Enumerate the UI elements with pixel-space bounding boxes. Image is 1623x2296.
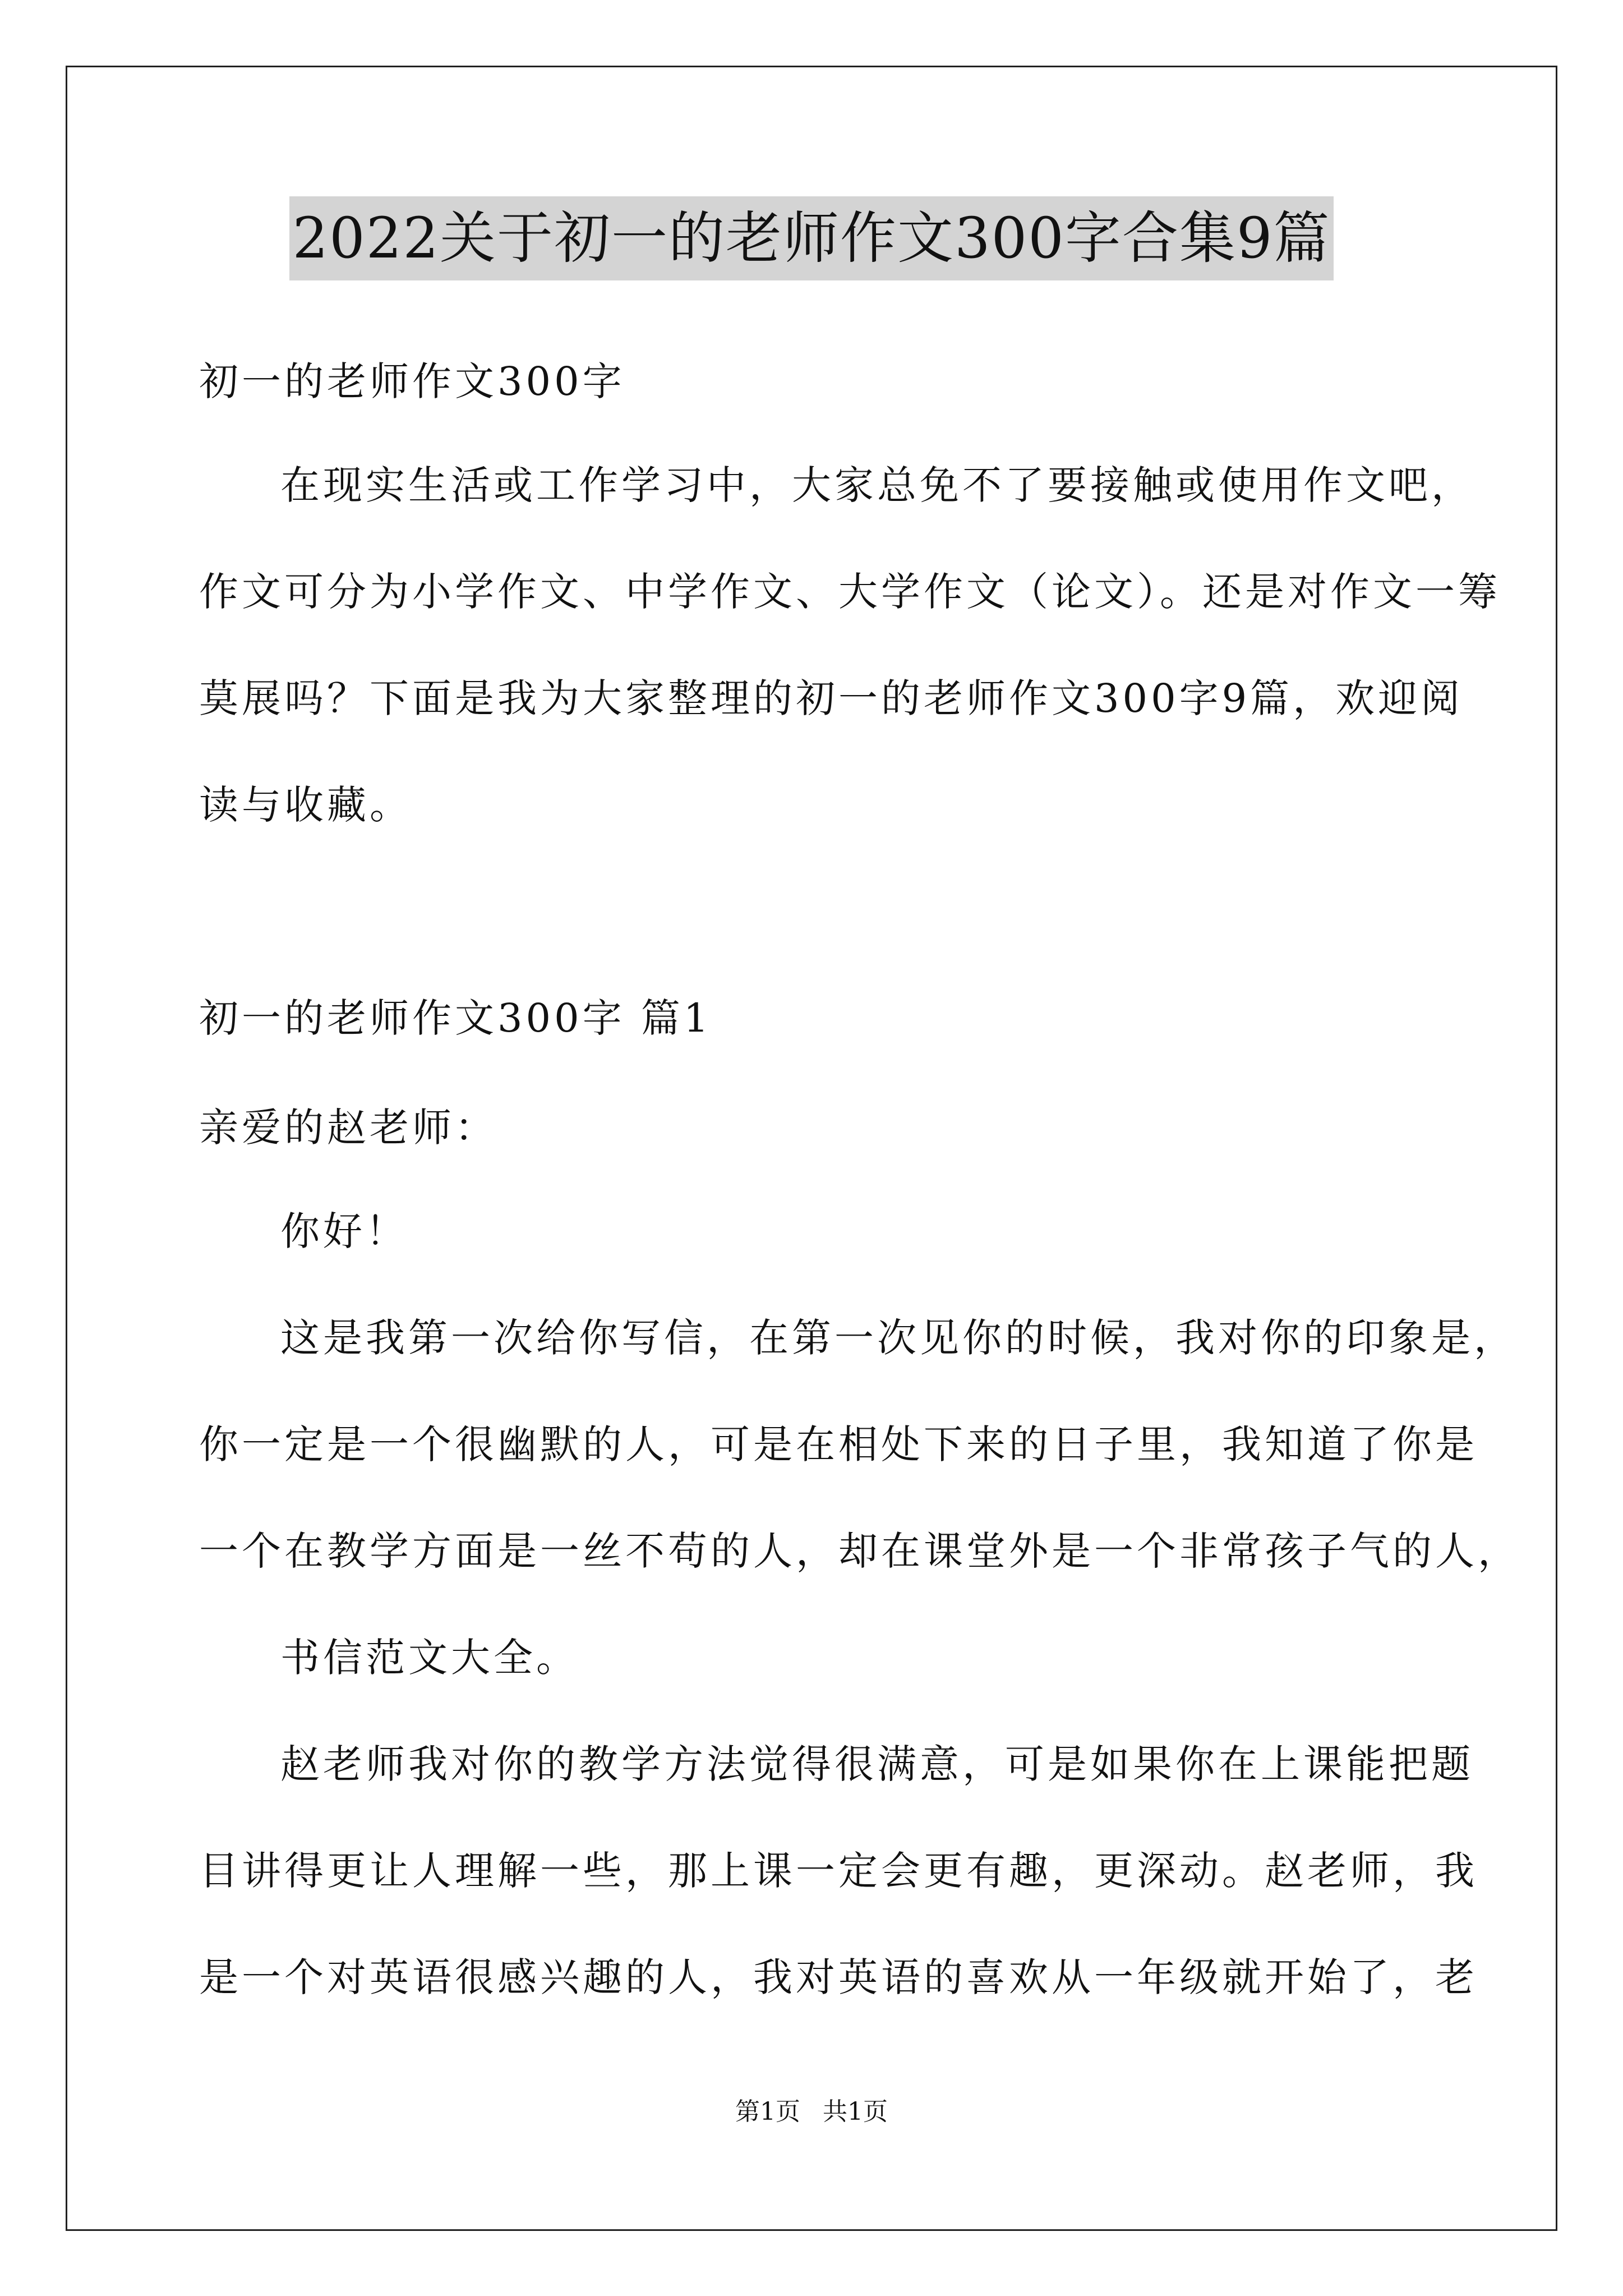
intro-line: 读与收藏。 [199,782,412,828]
paragraph-line: 目讲得更让人理解一些，那上课一定会更有趣，更深动。赵老师，我 [199,1848,1478,1894]
page-total: 共1页 [823,2097,888,2126]
intro-heading: 初一的老师作文300字 [199,358,625,404]
paragraph-line: 赵老师我对你的教学方法觉得很满意，可是如果你在上课能把题 [280,1741,1474,1787]
greeting: 你好！ [280,1208,408,1254]
paragraph-line: 一个在教学方面是一丝不苟的人，却在课堂外是一个非常孩子气的人， [199,1528,1520,1574]
section-heading: 初一的老师作文300字 篇1 [199,995,712,1041]
intro-line: 莫展吗？下面是我为大家整理的初一的老师作文300字9篇，欢迎阅 [199,675,1464,721]
paragraph-line: 这是我第一次给你写信，在第一次见你的时候，我对你的印象是， [280,1315,1516,1361]
page-footer [0,2095,1623,2129]
intro-line: 作文可分为小学作文、中学作文、大学作文（论文）。还是对作文一筹 [199,569,1501,615]
intro-line: 在现实生活或工作学习中，大家总免不了要接触或使用作文吧， [280,462,1474,508]
page-number: 第1页 [735,2097,800,2126]
paragraph-line: 是一个对英语很感兴趣的人，我对英语的喜欢从一年级就开始了，老 [199,1954,1478,2000]
title-container [0,196,1623,280]
paragraph-line: 书信范文大全。 [280,1635,579,1681]
document-title: 2022关于初一的老师作文300字合集9篇 [289,196,1334,280]
paragraph-line: 你一定是一个很幽默的人，可是在相处下来的日子里，我知道了你是 [199,1421,1478,1467]
salutation: 亲爱的赵老师： [199,1105,497,1151]
